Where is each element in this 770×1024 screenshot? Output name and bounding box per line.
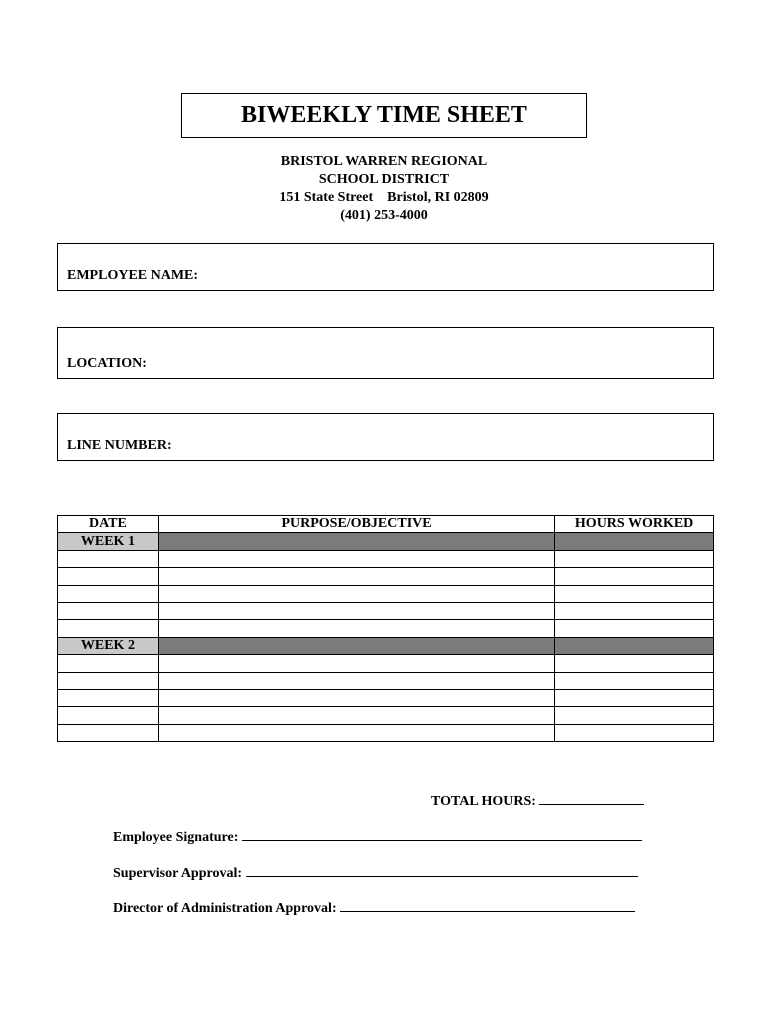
total-hours-label: TOTAL HOURS: bbox=[431, 794, 536, 809]
director-approval-row bbox=[113, 899, 635, 917]
hours-cell[interactable] bbox=[555, 655, 714, 672]
purpose-cell[interactable] bbox=[158, 550, 554, 567]
purpose-cell[interactable] bbox=[158, 568, 554, 585]
purpose-cell[interactable] bbox=[158, 707, 554, 724]
week-1-label: WEEK 1 bbox=[58, 533, 159, 550]
table-row bbox=[58, 550, 714, 567]
hours-cell[interactable] bbox=[555, 672, 714, 689]
purpose-cell[interactable] bbox=[158, 724, 554, 741]
date-cell[interactable] bbox=[58, 602, 159, 619]
hours-cell[interactable] bbox=[555, 707, 714, 724]
line-number-label: LINE NUMBER: bbox=[67, 438, 172, 453]
hours-cell[interactable] bbox=[555, 602, 714, 619]
date-cell[interactable] bbox=[58, 568, 159, 585]
date-cell[interactable] bbox=[58, 620, 159, 637]
director-approval-blank[interactable] bbox=[340, 899, 635, 912]
supervisor-approval-blank[interactable] bbox=[246, 864, 638, 877]
date-cell[interactable] bbox=[58, 689, 159, 706]
week-1-purpose-cell bbox=[158, 533, 554, 550]
district-address bbox=[181, 153, 587, 225]
date-cell[interactable] bbox=[58, 585, 159, 602]
title-text: BIWEEKLY TIME SHEET bbox=[241, 102, 527, 128]
purpose-cell[interactable] bbox=[158, 689, 554, 706]
location-label: LOCATION: bbox=[67, 356, 147, 371]
table-row bbox=[58, 672, 714, 689]
district-line-3: 151 State Street Bristol, RI 02809 bbox=[279, 190, 489, 205]
total-hours-blank[interactable] bbox=[539, 792, 644, 805]
hours-cell[interactable] bbox=[555, 585, 714, 602]
hours-cell[interactable] bbox=[555, 620, 714, 637]
employee-name-field[interactable] bbox=[57, 243, 714, 291]
table-row bbox=[58, 724, 714, 741]
district-line-1: BRISTOL WARREN REGIONAL bbox=[280, 154, 488, 169]
week-1-row bbox=[58, 533, 714, 550]
date-header: DATE bbox=[58, 516, 159, 533]
week-2-hours-cell bbox=[555, 637, 714, 654]
hours-header: HOURS WORKED bbox=[555, 516, 714, 533]
hours-cell[interactable] bbox=[555, 550, 714, 567]
week-2-row bbox=[58, 637, 714, 654]
hours-cell[interactable] bbox=[555, 568, 714, 585]
employee-name-label: EMPLOYEE NAME: bbox=[67, 268, 199, 283]
line-number-field[interactable] bbox=[57, 413, 714, 461]
table-row bbox=[58, 707, 714, 724]
date-cell[interactable] bbox=[58, 550, 159, 567]
table-row bbox=[58, 585, 714, 602]
table-row bbox=[58, 620, 714, 637]
table-header-row bbox=[58, 516, 714, 533]
total-hours-row bbox=[431, 792, 644, 810]
supervisor-approval-label: Supervisor Approval: bbox=[113, 866, 243, 881]
table-row bbox=[58, 602, 714, 619]
purpose-cell[interactable] bbox=[158, 585, 554, 602]
page-title bbox=[181, 93, 587, 138]
purpose-cell[interactable] bbox=[158, 620, 554, 637]
supervisor-approval-row bbox=[113, 864, 638, 882]
director-approval-label: Director of Administration Approval: bbox=[113, 901, 337, 916]
table-row bbox=[58, 568, 714, 585]
district-line-2: SCHOOL DISTRICT bbox=[318, 172, 450, 187]
district-line-4: (401) 253-4000 bbox=[340, 208, 428, 223]
purpose-header: PURPOSE/OBJECTIVE bbox=[158, 516, 554, 533]
purpose-cell[interactable] bbox=[158, 602, 554, 619]
week-1-hours-cell bbox=[555, 533, 714, 550]
week-2-purpose-cell bbox=[158, 637, 554, 654]
table-row bbox=[58, 689, 714, 706]
hours-cell[interactable] bbox=[555, 689, 714, 706]
employee-signature-row bbox=[113, 828, 642, 846]
week-2-label: WEEK 2 bbox=[58, 637, 159, 654]
date-cell[interactable] bbox=[58, 672, 159, 689]
location-field[interactable] bbox=[57, 327, 714, 379]
time-sheet-table bbox=[57, 515, 714, 742]
employee-signature-blank[interactable] bbox=[242, 828, 642, 841]
table-row bbox=[58, 655, 714, 672]
date-cell[interactable] bbox=[58, 724, 159, 741]
purpose-cell[interactable] bbox=[158, 672, 554, 689]
date-cell[interactable] bbox=[58, 707, 159, 724]
employee-signature-label: Employee Signature: bbox=[113, 830, 239, 845]
date-cell[interactable] bbox=[58, 655, 159, 672]
hours-cell[interactable] bbox=[555, 724, 714, 741]
purpose-cell[interactable] bbox=[158, 655, 554, 672]
